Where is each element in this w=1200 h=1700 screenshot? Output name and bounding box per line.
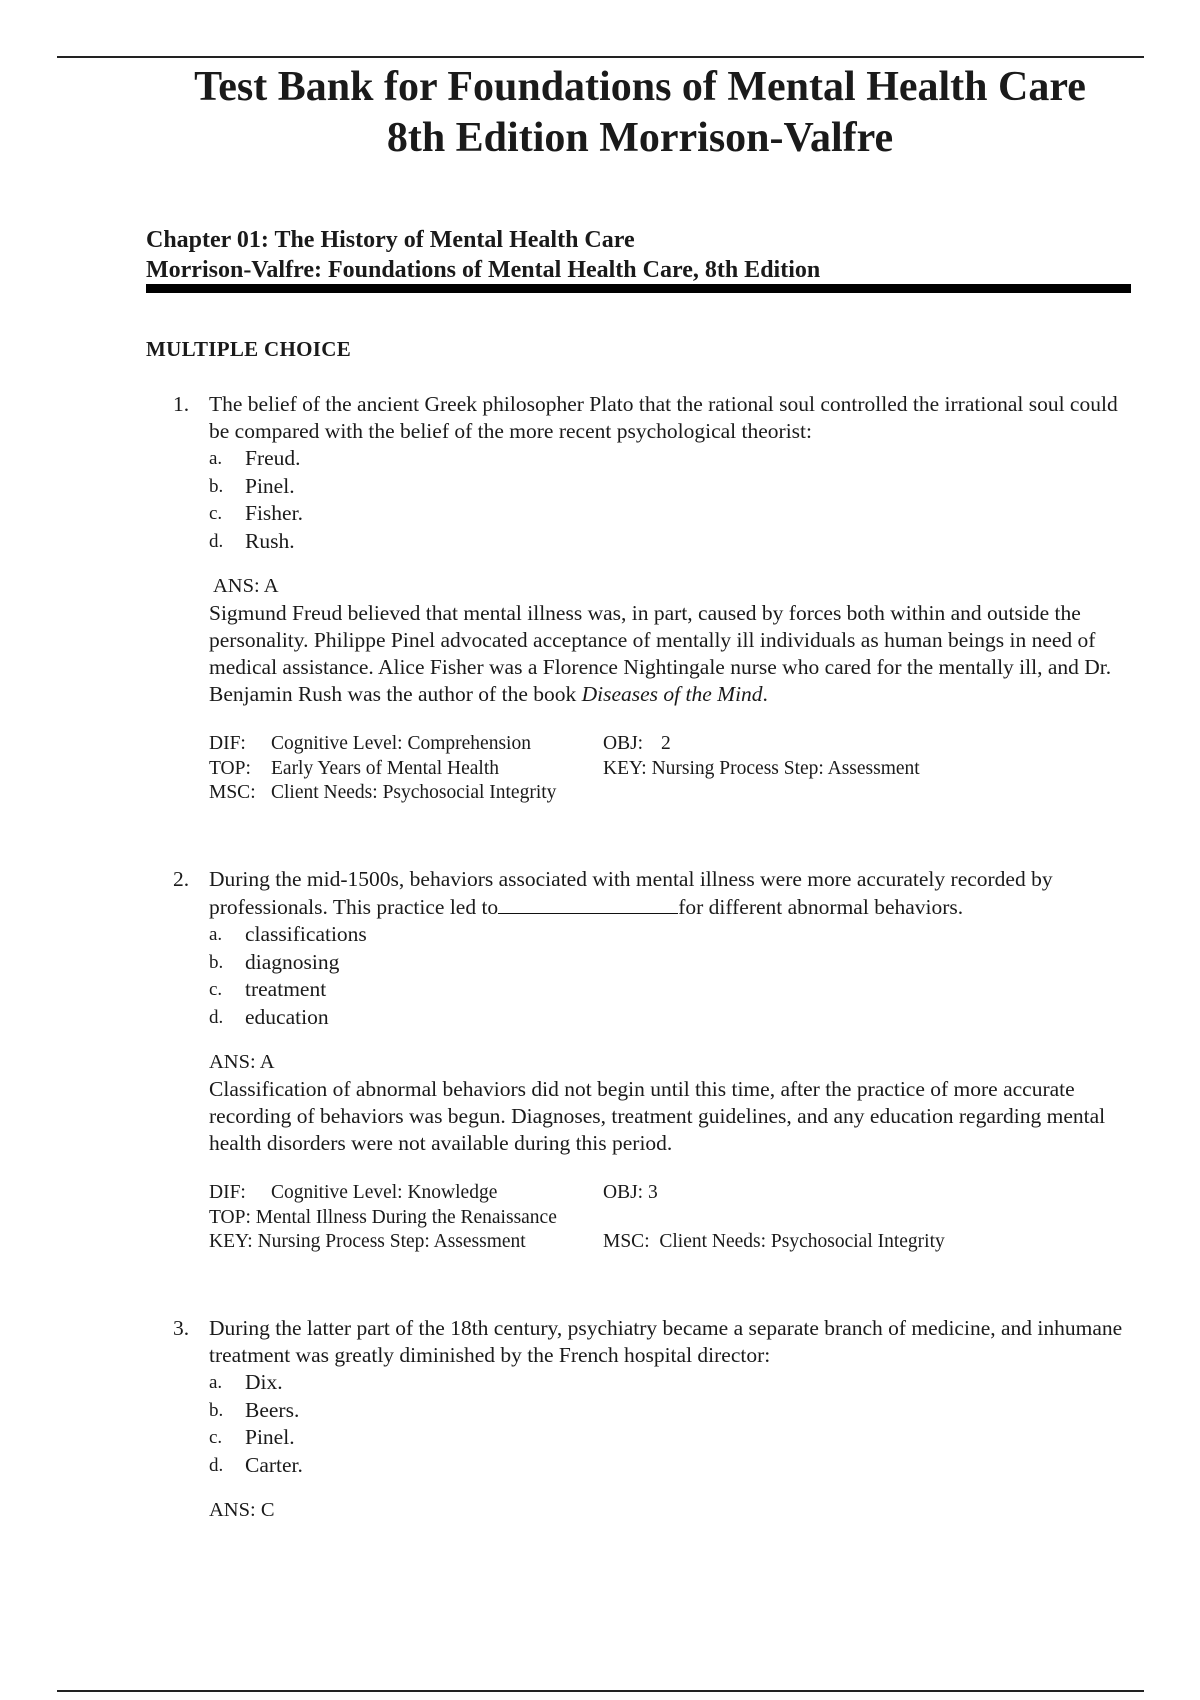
book-reference: Morrison-Valfre: Foundations of Mental Health Care, 8th Edition	[146, 257, 821, 283]
fill-in-blank	[498, 893, 678, 914]
meta-dif: Cognitive Level: Comprehension	[271, 733, 531, 754]
choice-text: Freud.	[245, 446, 301, 470]
stem-after: for different abnormal behaviors.	[678, 895, 964, 919]
question-1	[168, 391, 1133, 806]
choice-a	[209, 1369, 1133, 1397]
choice-a	[209, 445, 1133, 473]
choice-letter: b.	[209, 475, 224, 497]
choice-letter: a.	[209, 924, 223, 945]
choice-text: Beers.	[245, 1397, 300, 1422]
choice-letter: b.	[209, 951, 224, 973]
meta-label: TOP:	[209, 757, 251, 779]
answer-key: ANS: A	[213, 575, 279, 597]
chapter-title: Chapter 01: The History of Mental Health Care	[146, 227, 635, 253]
choice-d	[209, 1452, 1133, 1480]
choice-text: Pinel.	[245, 1425, 295, 1449]
choice-text: Dix.	[245, 1370, 283, 1394]
meta-obj: 3	[647, 1182, 658, 1203]
header-divider	[146, 284, 1131, 293]
meta-top: Early Years of Mental Health	[271, 757, 499, 779]
rationale-end: .	[762, 682, 768, 706]
question-2	[168, 866, 1133, 1255]
choice-text: Rush.	[245, 528, 295, 553]
choice-text: education	[245, 1004, 329, 1029]
meta-label: MSC:	[603, 1231, 650, 1252]
question-stem	[209, 866, 1133, 921]
meta-msc: Client Needs: Psychosocial Integrity	[271, 782, 557, 803]
meta-label: KEY:	[603, 757, 647, 779]
question-number: 1.	[173, 392, 190, 416]
page-title	[140, 62, 1140, 164]
book-title: Diseases of the Mind	[581, 682, 763, 706]
rationale	[209, 600, 1133, 708]
choice-letter: c.	[209, 979, 223, 1000]
meta-label: OBJ:	[603, 733, 644, 754]
question-number: 3.	[173, 1316, 190, 1340]
meta-label: TOP:	[209, 1206, 251, 1228]
answer-key: ANS: C	[209, 1499, 275, 1521]
choice-letter: d.	[209, 1454, 224, 1476]
choice-letter: c.	[209, 503, 223, 524]
answer-key: ANS: A	[209, 1051, 275, 1073]
choice-letter: b.	[209, 1399, 224, 1421]
meta-top: Mental Illness During the Renaissance	[255, 1206, 557, 1228]
choice-text: classifications	[245, 922, 367, 946]
question-stem: The belief of the ancient Greek philosopher Plato that the rational soul controlled the irrational soul could be compared with the belief of the more recent psychological theorist:	[209, 392, 1118, 443]
choice-c	[209, 976, 1133, 1004]
choice-c	[209, 1424, 1133, 1452]
choice-text: diagnosing	[245, 949, 340, 974]
meta-label: DIF:	[209, 1182, 246, 1203]
bottom-rule	[57, 1690, 1144, 1692]
choice-letter: c.	[209, 1427, 223, 1448]
meta-dif: Cognitive Level: Knowledge	[271, 1182, 498, 1203]
choice-text: Fisher.	[245, 501, 303, 525]
choice-c	[209, 500, 1133, 528]
chapter-header	[146, 225, 1131, 285]
title-line-1: Test Bank for Foundations of Mental Health Care	[194, 64, 1086, 110]
choice-text: Pinel.	[245, 473, 295, 498]
choice-list	[209, 1369, 1133, 1479]
meta-key: Nursing Process Step: Assessment	[257, 1231, 526, 1252]
meta-label: KEY:	[209, 1231, 253, 1252]
meta-label: OBJ:	[603, 1182, 644, 1203]
choice-text: treatment	[245, 977, 327, 1001]
stem-before: During the mid-1500s, behaviors associated with mental illness were more accurately recorded by professionals. This practice led to	[209, 867, 1053, 919]
question-stem: During the latter part of the 18th century, psychiatry became a separate branch of medicine, and inhumane treatment was greatly diminished by the French hospital director:	[209, 1316, 1123, 1367]
question-metadata	[209, 1181, 1133, 1255]
choice-d	[209, 1004, 1133, 1032]
choice-letter: d.	[209, 530, 224, 552]
choice-b	[209, 949, 1133, 977]
title-line-2: 8th Edition Morrison-Valfre	[386, 115, 894, 161]
meta-label: MSC:	[209, 782, 256, 803]
choice-text: Carter.	[245, 1452, 303, 1477]
question-3	[168, 1315, 1133, 1524]
choice-b	[209, 1397, 1133, 1425]
meta-obj: 2	[661, 733, 671, 754]
question-number: 2.	[173, 867, 190, 891]
rationale: Classification of abnormal behaviors did not begin until this time, after the practice of more accurate recording of behaviors was begun. Diagnoses, treatment guidelines, and any education regarding mental health disorders were not available during this period.	[209, 1077, 1106, 1155]
choice-b	[209, 473, 1133, 501]
meta-label: DIF:	[209, 733, 246, 754]
top-rule	[57, 56, 1144, 58]
question-metadata	[209, 732, 1133, 806]
choice-d	[209, 528, 1133, 556]
choice-letter: a.	[209, 1372, 223, 1393]
choice-letter: a.	[209, 448, 223, 469]
choice-letter: d.	[209, 1006, 224, 1028]
choice-list	[209, 445, 1133, 555]
choice-list	[209, 921, 1133, 1031]
meta-key: Nursing Process Step: Assessment	[651, 757, 920, 779]
choice-a	[209, 921, 1133, 949]
section-label: MULTIPLE CHOICE	[146, 337, 352, 361]
meta-msc: Client Needs: Psychosocial Integrity	[659, 1231, 945, 1252]
rationale-text: Sigmund Freud believed that mental illness was, in part, caused by forces both within and outside the personality. Philippe Pinel advocated acceptance of mentally ill individuals as human beings in need of medical assistance. Alice Fisher was a Florence Nightingale nurse who cared for the mentally ill, and Dr. Benjamin Rush was the author of the book	[209, 601, 1112, 706]
